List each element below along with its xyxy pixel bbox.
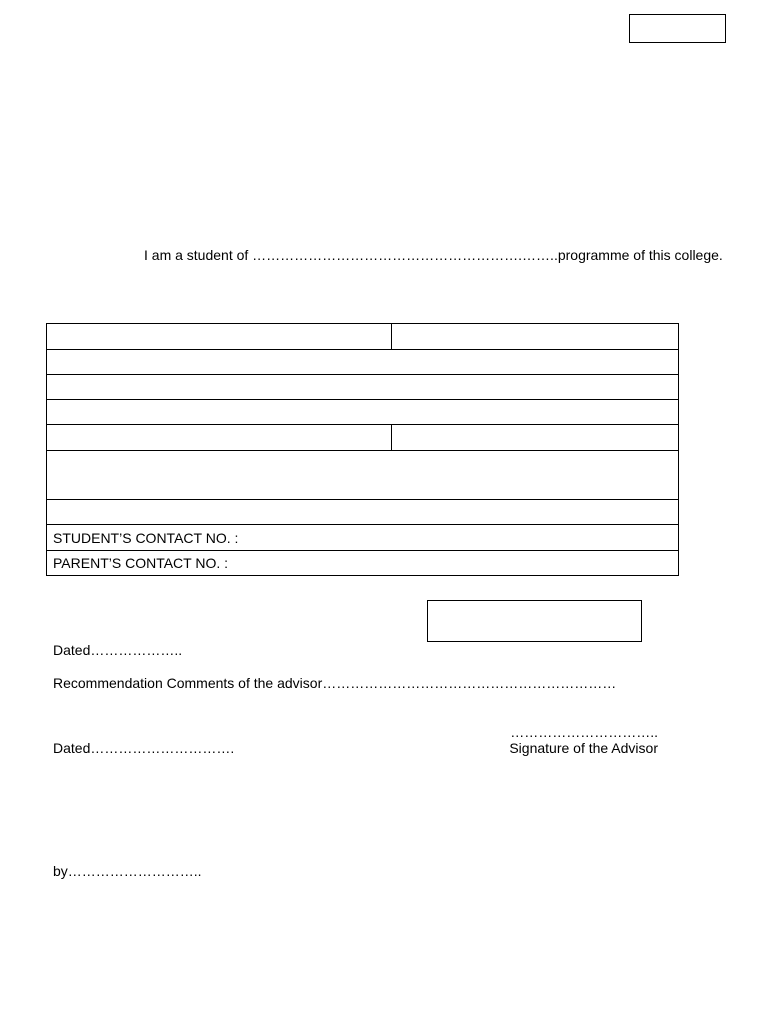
table-row xyxy=(47,375,679,400)
table-row xyxy=(47,525,679,551)
table-row xyxy=(47,350,679,375)
parent-contact-field[interactable] xyxy=(47,551,679,576)
table-row xyxy=(47,551,679,576)
table-row xyxy=(47,324,679,350)
student-dated: Dated……………….. xyxy=(53,642,183,658)
advisor-dated: Dated…………………………. xyxy=(53,740,235,756)
advisor-recommendation: Recommendation Comments of the advisor……………………………………………………… xyxy=(53,675,617,691)
table-cell[interactable] xyxy=(47,324,392,350)
table-cell[interactable] xyxy=(47,425,392,451)
table-row xyxy=(47,400,679,425)
table-cell[interactable] xyxy=(392,425,679,451)
student-contact-field[interactable] xyxy=(47,525,679,551)
table-row xyxy=(47,500,679,525)
table-row xyxy=(47,451,679,500)
advisor-signature-label: Signature of the Advisor xyxy=(509,740,658,756)
table-row xyxy=(47,425,679,451)
advisor-signature-line: ………………………….. xyxy=(510,724,658,740)
parent-contact-label: PARENT’S CONTACT NO. : xyxy=(53,555,229,571)
table-cell[interactable] xyxy=(47,375,679,400)
table-cell[interactable] xyxy=(47,400,679,425)
table-cell[interactable] xyxy=(392,324,679,350)
intro-statement: I am a student of ………………………………………………….……..programme of this college. xyxy=(144,247,723,263)
table-cell[interactable] xyxy=(47,350,679,375)
student-details-table xyxy=(46,323,679,576)
by-line: by……………………….. xyxy=(53,863,202,879)
table-cell[interactable] xyxy=(47,451,679,500)
table-cell[interactable] xyxy=(47,500,679,525)
reference-number-box xyxy=(629,14,726,43)
student-contact-label: STUDENT’S CONTACT NO. : xyxy=(53,529,239,546)
student-signature-box xyxy=(427,600,642,642)
